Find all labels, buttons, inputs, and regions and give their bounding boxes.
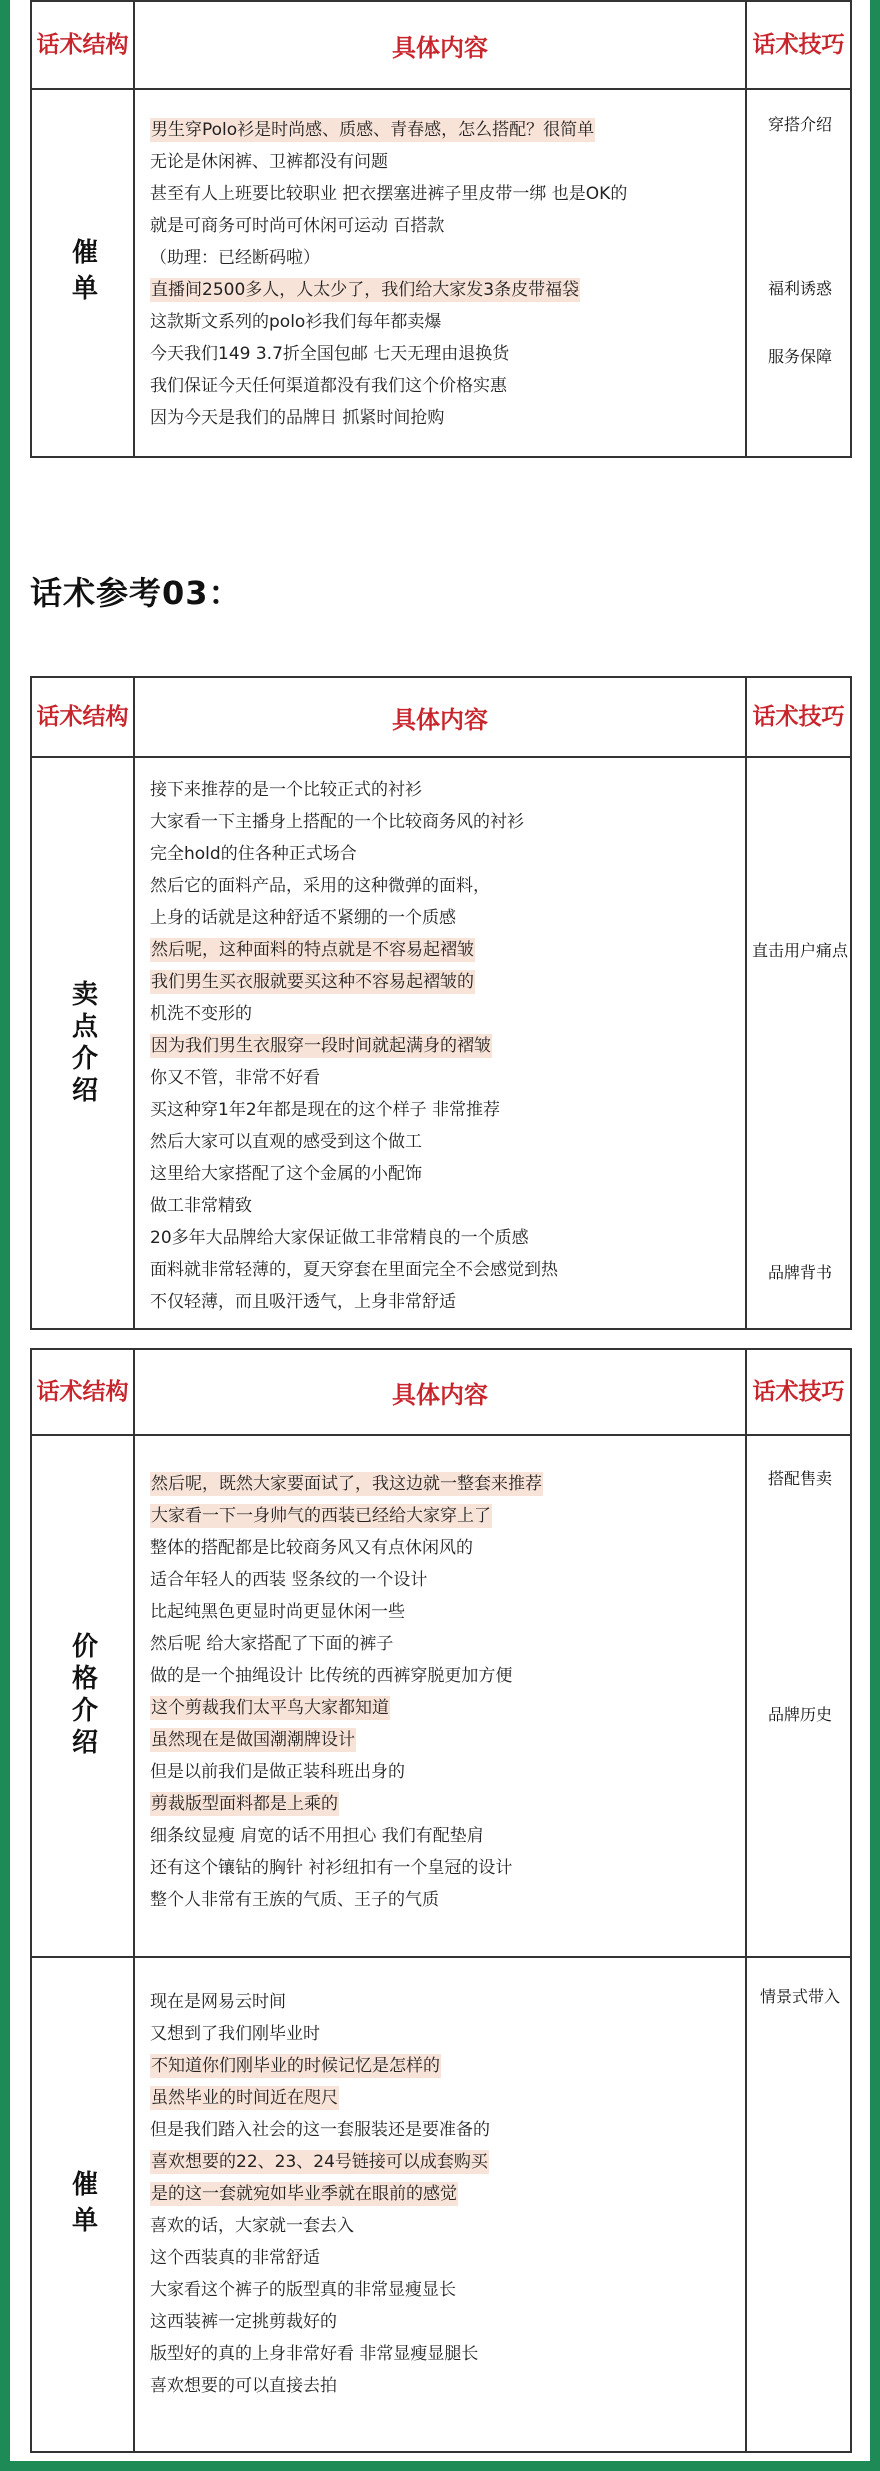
content-line: 整体的搭配都是比较商务风又有点休闲风的 (150, 1538, 473, 1558)
content-line: 但是以前我们是做正装科班出身的 (150, 1762, 405, 1782)
header-technique: 话术技巧 (752, 1379, 845, 1405)
content-line: 就是可商务可时尚可休闲可运动 百搭款 (150, 216, 445, 236)
content-line: 因为我们男生衣服穿一段时间就起满身的褶皱 (151, 1036, 491, 1056)
tip-scenario: 情景式带入 (759, 1987, 840, 2006)
tip-bundle-sale: 搭配售卖 (767, 1469, 832, 1488)
content-line: 适合年轻人的西装 竖条纹的一个设计 (150, 1570, 428, 1590)
content-line: 直播间2500多人，人太少了，我们给大家发3条皮带福袋 (151, 280, 580, 300)
header-technique: 话术技巧 (752, 32, 845, 58)
content-line: 然后呢，既然大家要面试了，我这边就一整套来推荐 (151, 1474, 542, 1494)
script-table-3 (30, 1348, 852, 2453)
content-line: 比起纯黑色更显时尚更显休闲一些 (150, 1602, 405, 1622)
content-line: 20多年大品牌给大家保证做工非常精良的一个质感 (150, 1228, 529, 1248)
column-divider (745, 1350, 747, 2451)
row-label-cuidan: 催单 (67, 238, 98, 310)
content-line: 你又不管，非常不好看 (150, 1068, 320, 1088)
header-structure: 话术结构 (36, 32, 129, 58)
content-line: 整个人非常有王族的气质、王子的气质 (150, 1890, 439, 1910)
content-line: 喜欢想要的可以直接去拍 (150, 2376, 337, 2396)
tip-benefit: 福利诱惑 (767, 279, 832, 298)
content-line: 机洗不变形的 (150, 1004, 252, 1024)
table-header (32, 678, 850, 758)
content-line: 然后呢，这种面料的特点就是不容易起褶皱 (151, 940, 474, 960)
content-line: 然后呢 给大家搭配了下面的裤子 (150, 1634, 394, 1654)
content-line: 我们男生买衣服就要买这种不容易起褶皱的 (151, 972, 474, 992)
table-header (32, 2, 850, 90)
table-header (32, 1350, 850, 1436)
script-table-2 (30, 676, 852, 1330)
row-label-cuidan: 催单 (67, 2169, 98, 2242)
header-content: 具体内容 (392, 1380, 488, 1409)
content-line: 上身的话就是这种舒适不紧绷的一个质感 (150, 908, 456, 928)
header-content: 具体内容 (392, 33, 488, 62)
content-line: 细条纹显瘦 肩宽的话不用担心 我们有配垫肩 (150, 1826, 484, 1846)
content-line: 虽然现在是做国潮潮牌设计 (151, 1730, 355, 1750)
content-line: 现在是网易云时间 (150, 1992, 286, 2012)
content-line: 然后大家可以直观的感受到这个做工 (150, 1132, 422, 1152)
tip-service: 服务保障 (767, 347, 832, 366)
header-structure: 话术结构 (36, 1379, 129, 1405)
content-line: 甚至有人上班要比较职业 把衣摆塞进裤子里皮带一绑 也是OK的 (150, 184, 628, 204)
content-line: 是的这一套就宛如毕业季就在眼前的感觉 (151, 2184, 457, 2204)
content-line: 不知道你们刚毕业的时候记忆是怎样的 (151, 2056, 440, 2076)
content-line: 接下来推荐的是一个比较正式的衬衫 (150, 780, 422, 800)
content-line: 然后它的面料产品，采用的这种微弹的面料， (150, 876, 490, 896)
column-divider (745, 678, 747, 1328)
header-technique: 话术技巧 (752, 704, 845, 730)
column-divider (133, 2, 135, 456)
content-line: 这西装裤一定挑剪裁好的 (150, 2312, 337, 2332)
header-content: 具体内容 (392, 705, 488, 734)
content-line: 又想到了我们刚毕业时 (150, 2024, 320, 2044)
content-line: 大家看这个裤子的版型真的非常显瘦显长 (150, 2280, 456, 2300)
content-line: 还有这个镶钻的胸针 衬衫纽扣有一个皇冠的设计 (150, 1858, 513, 1878)
content-line: 这款斯文系列的polo衫我们每年都卖爆 (150, 312, 442, 332)
content-line: 面料就非常轻薄的，夏天穿套在里面完全不会感觉到热 (150, 1260, 558, 1280)
script-table-1 (30, 0, 852, 458)
content-line: 大家看一下主播身上搭配的一个比较商务风的衬衫 (150, 812, 524, 832)
content-line: 大家看一下一身帅气的西装已经给大家穿上了 (151, 1506, 491, 1526)
tip-brand-endorsement: 品牌背书 (767, 1263, 832, 1282)
content-line: 这个剪裁我们太平鸟大家都知道 (151, 1698, 389, 1718)
content-line: 完全hold的住各种正式场合 (150, 844, 357, 864)
content-line: 虽然毕业的时间近在咫尺 (151, 2088, 338, 2108)
content-line: 这个西装真的非常舒适 (150, 2248, 320, 2268)
column-divider (133, 1350, 135, 2451)
content-line: 男生穿Polo衫是时尚感、质感、青春感，怎么搭配？很简单 (151, 120, 595, 140)
content-line: 做的是一个抽绳设计 比传统的西裤穿脱更加方便 (150, 1666, 513, 1686)
row-label-price: 价格介绍 (67, 1632, 98, 1760)
content-line: 不仅轻薄，而且吸汗透气，上身非常舒适 (150, 1292, 456, 1312)
header-structure: 话术结构 (36, 704, 129, 730)
tip-outfit: 穿搭介绍 (767, 115, 832, 134)
content-line: 买这种穿1年2年都是现在的这个样子 非常推荐 (150, 1100, 501, 1120)
content-line: （助理：已经断码啦） (150, 248, 320, 268)
content-line: 喜欢想要的22、23、24号链接可以成套购买 (151, 2152, 488, 2172)
content-line: 今天我们149 3.7折全国包邮 七天无理由退换货 (150, 344, 510, 364)
content-line: 无论是休闲裤、卫裤都没有问题 (150, 152, 388, 172)
content-line: 这里给大家搭配了这个金属的小配饰 (150, 1164, 422, 1184)
content-line: 做工非常精致 (150, 1196, 252, 1216)
column-divider (133, 678, 135, 1328)
row-divider (32, 1956, 850, 1958)
tip-brand-history: 品牌历史 (767, 1705, 832, 1724)
content-line: 喜欢的话，大家就一套去入 (150, 2216, 354, 2236)
content-line: 我们保证今天任何渠道都没有我们这个价格实惠 (150, 376, 507, 396)
section-title: 话术参考03： (30, 574, 242, 612)
tip-pain-point: 直击用户痛点 (751, 941, 848, 960)
row-label-selling-points: 卖点介绍 (67, 980, 98, 1108)
content-line: 版型好的真的上身非常好看 非常显瘦显腿长 (150, 2344, 479, 2364)
content-line: 但是我们踏入社会的这一套服装还是要准备的 (150, 2120, 490, 2140)
content-line: 剪裁版型面料都是上乘的 (151, 1794, 338, 1814)
column-divider (745, 2, 747, 456)
content-line: 因为今天是我们的品牌日 抓紧时间抢购 (150, 408, 445, 428)
